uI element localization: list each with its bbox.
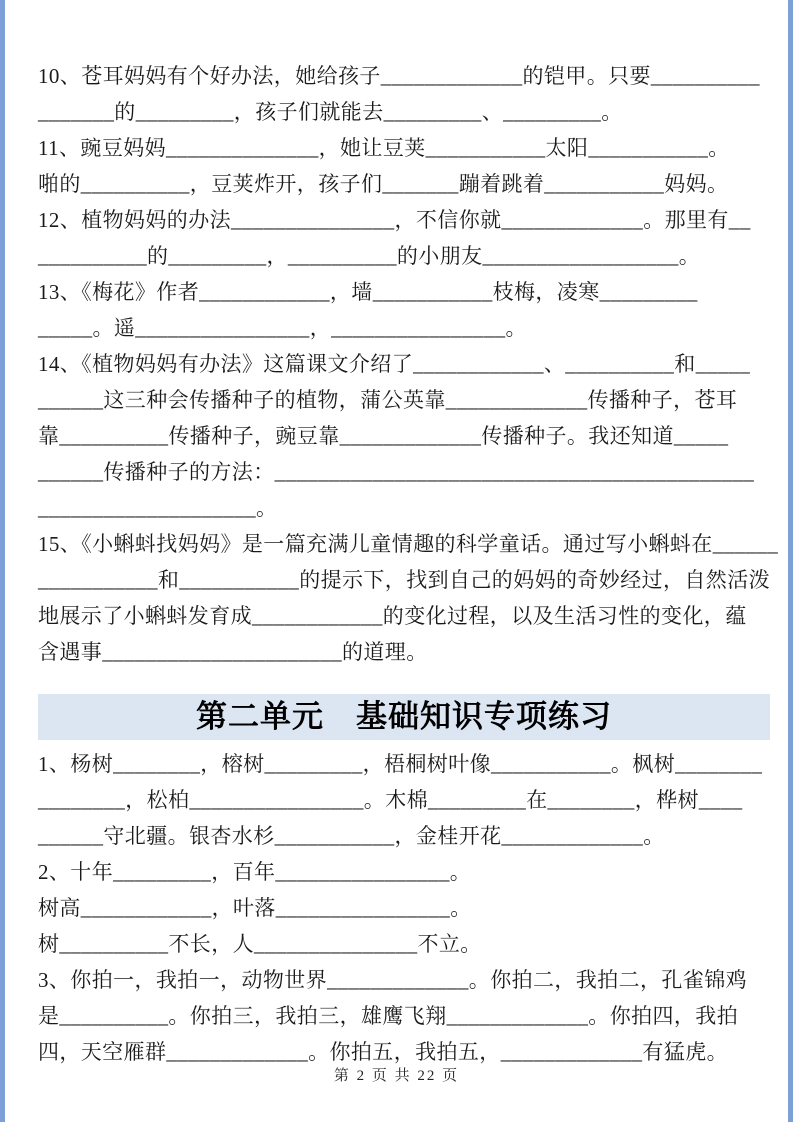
worksheet-line: 地展示了小蝌蚪发育成____________的变化过程，以及生活习性的变化，蕴 [38,604,747,628]
worksheet-line: 15、《小蝌蚪找妈妈》是一篇充满儿童情趣的科学童话。通过写小蝌蚪在______ [38,532,779,556]
section-title: 第二单元 基础知识专项练习 [196,699,612,734]
worksheet-line: 四，天空雁群_____________。你拍五，我拍五，_____________有猛虎。 [38,1040,728,1064]
worksheet-line: 10、苍耳妈妈有个好办法，她给孩子_____________的铠甲。只要__________ [38,64,760,88]
worksheet-content [38,58,779,1070]
worksheet-line: __________的_________，__________的小朋友__________________。 [38,244,701,268]
worksheet-line: 11、豌豆妈妈______________，她让豆荚___________太阳___________。 [38,136,730,160]
worksheet-line: 13、《梅花》作者____________，墙___________枝梅，凌寒_________ [38,280,698,304]
worksheet-line: _____。遥________________，________________。 [38,316,527,340]
worksheet-line: ________，松柏________________。木棉_________在________，桦树____ [38,788,743,812]
left-edge-bar [0,0,5,1122]
worksheet-line: 14、《植物妈妈有办法》这篇课文介绍了____________、__________和_____ [38,352,751,376]
question-10 [38,58,770,130]
page-footer: 第 2 页 共 22 页 [333,1068,460,1084]
worksheet-line: 3、你拍一，我拍一，动物世界_____________。你拍二，我拍二，孔雀锦鸡 [38,968,747,992]
worksheet-line: _______的_________，孩子们就能去_________、_________。 [38,100,623,124]
question-11 [38,130,770,202]
worksheet-line: 啪的__________，豆荚炸开，孩子们_______蹦着跳着___________妈妈。 [38,172,729,196]
worksheet-line: 含遇事______________________的道理。 [38,640,428,664]
worksheet-line: 树高____________，叶落________________。 [38,896,472,920]
worksheet-line: ______这三种会传播种子的植物，蒲公英靠_____________传播种子，苍耳 [38,388,738,412]
worksheet-line: ___________和___________的提示下，找到自己的妈妈的奇妙经过，自然活泼 [38,568,770,592]
section-header [38,694,770,740]
question-15 [38,526,779,670]
question-3 [38,962,770,1070]
worksheet-line: ______守北疆。银杏水杉___________，金桂开花_____________。 [38,824,665,848]
question-14 [38,346,770,526]
right-edge-bar [788,0,793,1122]
question-12 [38,202,770,274]
question-13 [38,274,770,346]
question-1 [38,746,770,854]
question-2 [38,854,770,962]
worksheet-line: 2、十年_________，百年________________。 [38,860,472,884]
worksheet-line: 1、杨树________，榕树_________，梧桐树叶像___________。枫树________ [38,752,763,776]
worksheet-line: 是__________。你拍三，我拍三，雄鹰飞翔_____________。你拍四，我拍 [38,1004,739,1028]
worksheet-line: 树__________不长，人_______________不立。 [38,932,482,956]
worksheet-line: 靠__________传播种子，豌豆靠_____________传播种子。我还知道_____ [38,424,729,448]
worksheet-line: 12、植物妈妈的办法_______________，不信你就_____________。那里有__ [38,208,751,232]
worksheet-line: ____________________。 [38,496,278,520]
worksheet-line: ______传播种子的方法：____________________________________________ [38,460,755,484]
